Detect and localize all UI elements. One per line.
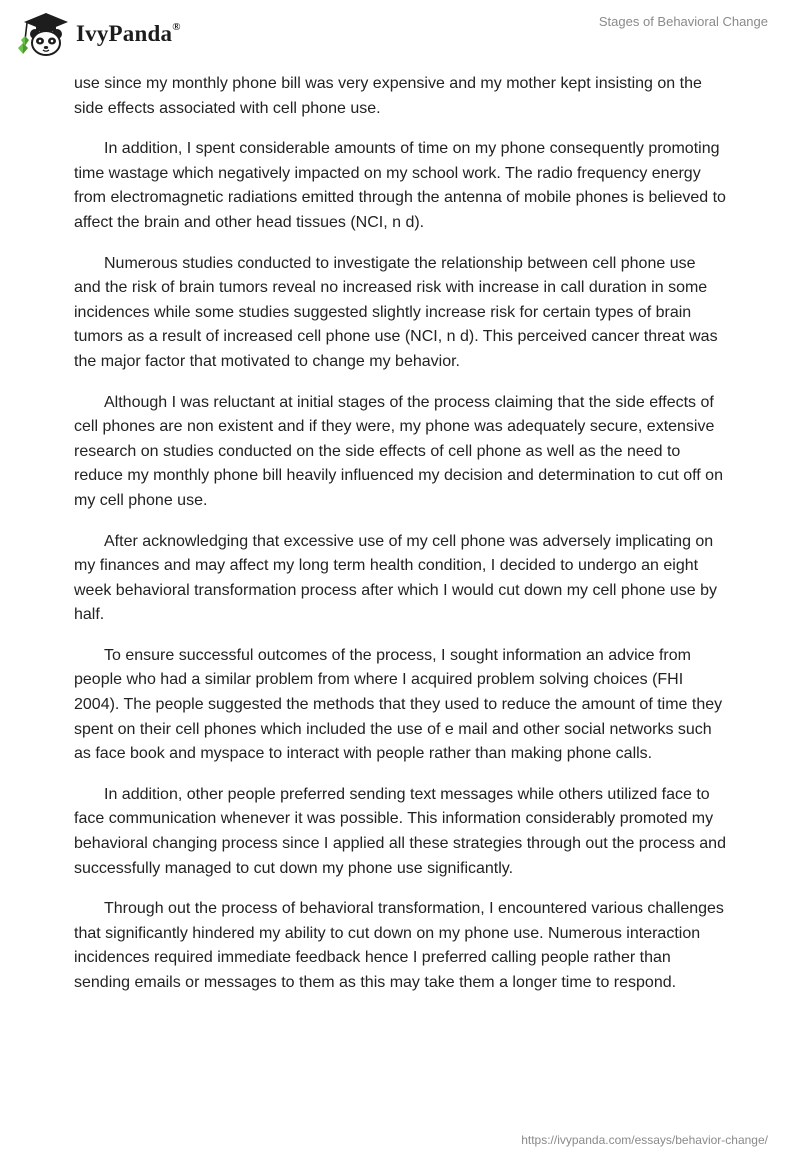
paragraph: To ensure successful outcomes of the process, I sought information an advice from people who had a similar problem from where I acquired problem solving choices (FHI 2004). The people suggested the methods that they used to reduce the amount of time they spent on their cell phones which included the use of e mail and other social networks such as face book and myspace to interact with people rather than making phone calls. — [74, 646, 723, 763]
source-url[interactable]: https://ivypanda.com/essays/behavior-change/ — [521, 1133, 768, 1147]
paragraph: Numerous studies conducted to investigate the relationship between cell phone use and the risk of brain tumors reveal no increased risk with increase in call duration in some incidences while some studies suggested slightly increase risk for certain types of brain tumors as a result of increased cell phone use (NCI, n d). This perceived cancer threat was the major factor that motivated to change my behavior. — [74, 254, 718, 370]
brand-name — [76, 21, 181, 47]
document-title: Stages of Behavioral Change — [598, 14, 768, 29]
paragraph: Through out the process of behavioral transformation, I encountered various challenges that significantly hindered my ability to cut down on my phone use. Numerous interaction incidences required immediate feedback hence I preferred calling people rather than sending emails or messages to them as this may take them a longer time to respond. — [74, 900, 724, 991]
panda-graduation-cap-icon — [14, 10, 70, 58]
essay-body — [74, 72, 726, 1012]
brand-name-text: IvyPanda — [76, 21, 173, 46]
paragraph: use since my monthly phone bill was very expensive and my mother kept insisting on the side effects associated with cell phone use. — [74, 75, 702, 117]
paragraph: In addition, other people preferred sending text messages while others utilized face to face communication whenever it was possible. This information considerably promoted my behavioral changing process since I applied all these strategies through out the process and successfully managed to cut down my phone use significantly. — [74, 785, 726, 877]
paragraph: Although I was reluctant at initial stages of the process claiming that the side effects of cell phones are non existent and if they were, my phone was adequately secure, extensive research on studies conducted on the side effects of cell phone as well as the need to reduce my monthly phone bill heavily influenced my decision and determination to cut off on my cell phone use. — [74, 393, 723, 509]
paragraph: After acknowledging that excessive use of my cell phone was adversely implicating on my finances and may affect my long term health condition, I decided to undergo an eight week behavioral transformation process after which I would cut down my cell phone use by half. — [74, 532, 717, 624]
page-header — [0, 0, 800, 70]
registered-mark: ® — [172, 21, 181, 34]
paragraph: In addition, I spent considerable amounts of time on my phone consequently promoting time wastage which negatively impacted on my school work. The radio frequency energy from electromagnetic radiations emitted through the antenna of mobile phones is believed to affect the brain and other head tissues (NCI, n d). — [74, 140, 726, 231]
brand-logo[interactable] — [14, 10, 181, 58]
